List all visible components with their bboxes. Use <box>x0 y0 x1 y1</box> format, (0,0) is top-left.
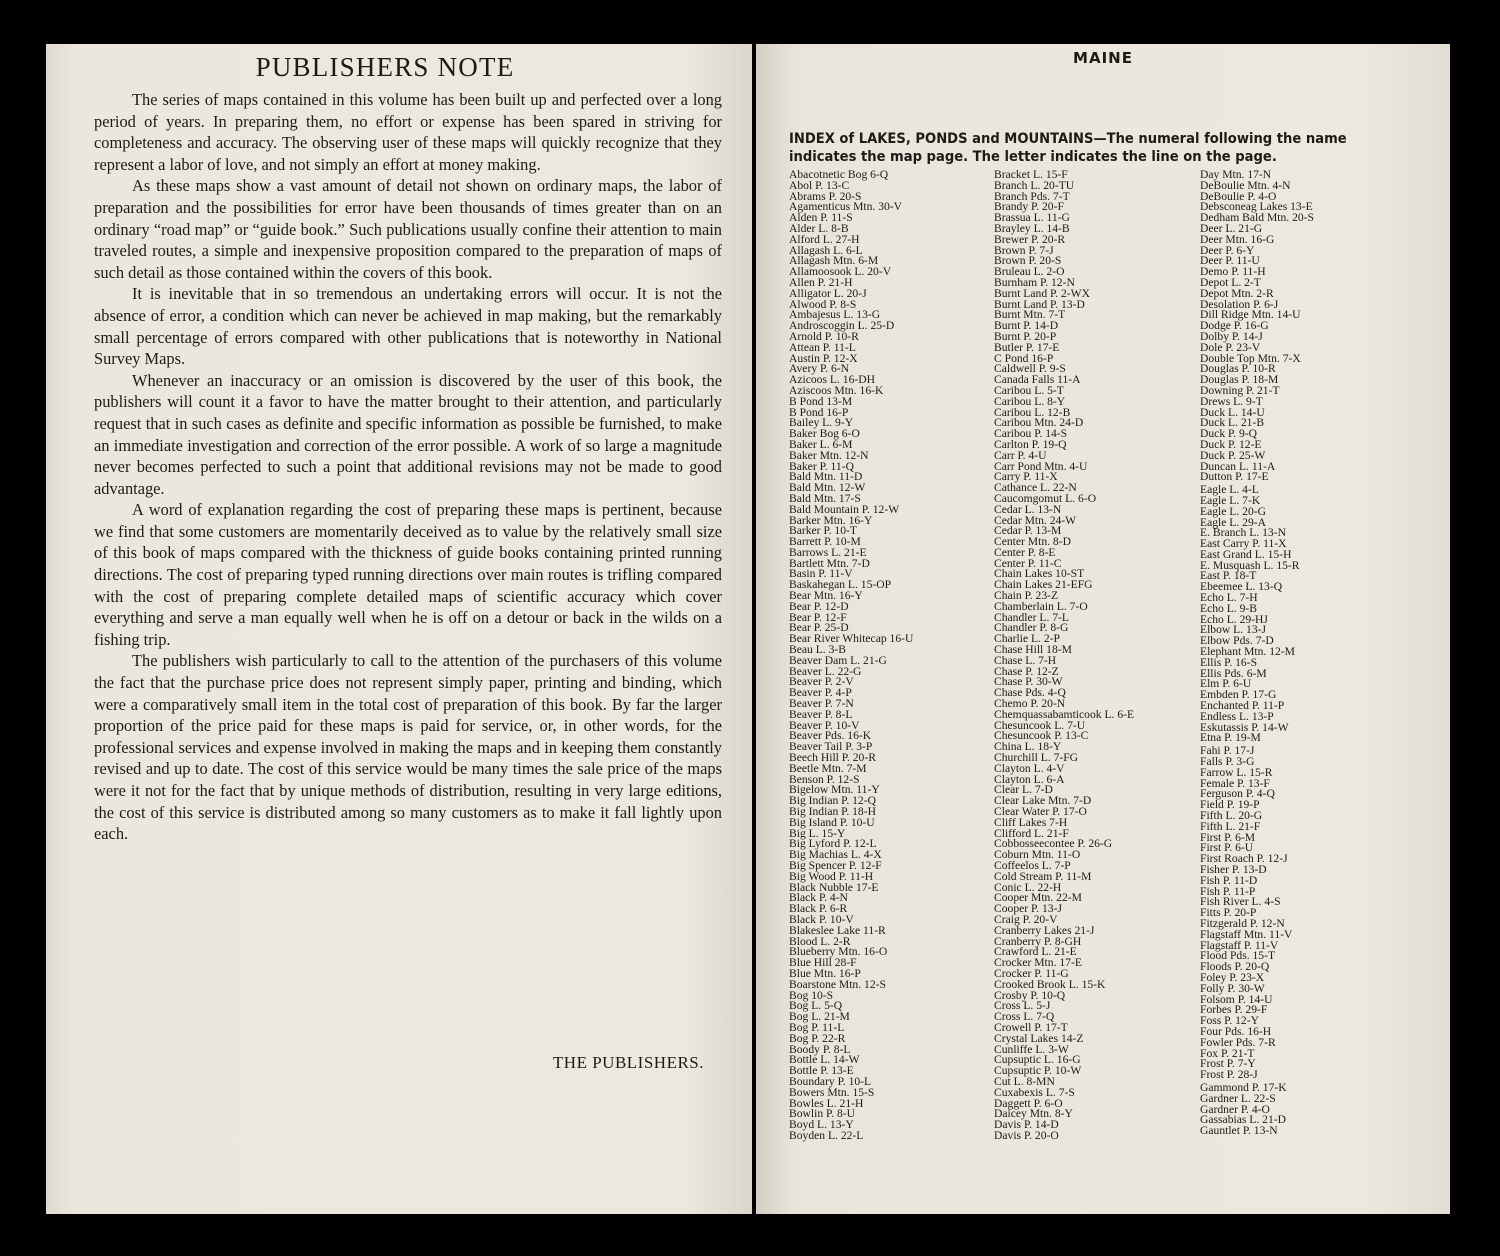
index-entry: DeBoulie P. 4-O <box>1200 189 1277 203</box>
index-entry: Bald Mtn. 12-W <box>789 481 866 495</box>
index-entry: Chase L. 7-H <box>994 653 1057 667</box>
index-entry: Chesuncook L. 7-U <box>994 718 1086 732</box>
index-entry: Echo L. 29-HJ <box>1200 612 1268 626</box>
index-entry: Cranberry P. 8-GH <box>994 934 1082 948</box>
index-entry: Allagash L. 6-L <box>789 243 863 257</box>
index-entry: Demo P. 11-H <box>1200 265 1266 279</box>
index-entry: Blue Mtn. 16-P <box>789 966 861 980</box>
paragraph: A word of explanation regarding the cost of preparing these maps is pertinent, because we find that some customers are momentarily deceived as to value by the relatively small size of this book of maps compared with the thickness of guide books containing printed running directions. The cost of preparing typed running directions over main routes is trifling compared with the cost of preparing complete detailed maps of scientific accuracy which cover everything and serve a man equally well when he is off on a detour or back in the wilds on a fishing trip. <box>94 500 722 649</box>
index-entry: Carry P. 11-X <box>994 470 1058 484</box>
publishers-note-body <box>94 89 722 845</box>
index-entry: Bear P. 25-D <box>789 621 849 635</box>
index-entry: Avery P. 6-N <box>789 362 849 376</box>
index-entry: Davis P. 20-O <box>994 1128 1059 1142</box>
index-entry: Desolation P. 6-J <box>1200 297 1279 311</box>
index-entry: Boundary P. 10-L <box>789 1074 872 1088</box>
index-entry: Bear P. 12-D <box>789 599 849 613</box>
index-entry: Davis P. 14-D <box>994 1118 1059 1132</box>
index-entry: Bowlin P. 8-U <box>789 1107 856 1121</box>
index-entry: Dutton P. 17-E <box>1200 470 1269 484</box>
index-entry: Bartlett Mtn. 7-D <box>789 556 870 570</box>
index-entry: Fahi P. 17-J <box>1200 744 1255 758</box>
index-entry: East Grand L. 15-H <box>1200 547 1292 561</box>
index-entry: Fisher P. 13-D <box>1200 863 1267 876</box>
index-entry: Four Pds. 16-H <box>1200 1024 1272 1038</box>
index-entry: Duck L. 14-U <box>1200 405 1265 419</box>
index-entry: Black Nubble 17-E <box>789 880 879 894</box>
index-entry: Center Mtn. 8-D <box>994 535 1071 549</box>
index-entry: Elephant Mtn. 12-M <box>1200 645 1295 659</box>
index-entry: Duck P. 12-E <box>1200 437 1262 451</box>
index-entry: Beaver P. 7-N <box>789 697 854 711</box>
index-entry: Gardner L. 22-S <box>1200 1091 1276 1105</box>
index-entry: Chase P. 30-W <box>994 675 1063 689</box>
index-entry: Endless L. 13-P <box>1200 709 1274 723</box>
index-entry: Bog L. 5-Q <box>789 999 843 1013</box>
index-entry: Frost P. 28-J <box>1200 1068 1258 1082</box>
index-entry: Brandy P. 20-F <box>994 200 1064 214</box>
index-entry: Burnt P. 20-P <box>994 329 1057 343</box>
index-entry: B Pond 13-M <box>789 394 853 408</box>
index-entry: Falls P. 3-G <box>1200 755 1255 769</box>
index-entry: Bog P. 11-L <box>789 1020 845 1034</box>
index-entry: Attean P. 11-L <box>789 340 856 354</box>
index-entry: Chain P. 23-Z <box>994 589 1059 603</box>
index-entry: Beaver Dam L. 21-G <box>789 653 887 667</box>
index-entry: Frost P. 7-Y <box>1200 1057 1256 1071</box>
index-entry: Androscoggin L. 25-D <box>789 319 895 333</box>
index-entry: Folly P. 30-W <box>1200 981 1265 995</box>
index-entry: Beaver Tail P. 3-P <box>789 740 873 754</box>
index-entry: Chemo P. 20-N <box>994 697 1066 711</box>
index-entry: Foley P. 23-X <box>1200 970 1265 984</box>
index-entry: Embden P. 17-G <box>1200 688 1277 702</box>
index-entry: Chesuncook P. 13-C <box>994 729 1089 743</box>
index-entry: Clear L. 7-D <box>994 783 1053 797</box>
index-entry: Big L. 15-Y <box>789 826 846 840</box>
index-entry: Burnham P. 12-N <box>994 275 1075 289</box>
index-entry: Ellis Pds. 6-M <box>1200 666 1267 680</box>
index-entry: Center P. 8-E <box>994 545 1056 559</box>
index-entry: Black P. 6-R <box>789 902 848 916</box>
index-entry: Fox P. 21-T <box>1200 1046 1255 1060</box>
index-entry: Depot L. 2-T <box>1200 275 1261 289</box>
index-entry: Cut L. 8-MN <box>994 1074 1055 1088</box>
index-entry: Eagle L. 20-G <box>1200 504 1266 518</box>
index-entry: Ebeemee L. 13-Q <box>1200 580 1283 594</box>
index-entry: Center P. 11-C <box>994 556 1062 570</box>
book-spine <box>744 44 762 1214</box>
index-entry: Cobbosseecontee P. 26-G <box>994 837 1113 851</box>
index-entry: Baker P. 11-Q <box>789 459 854 473</box>
index-entry: Branch L. 20-TU <box>994 178 1075 192</box>
index-entry: Boyd L. 13-Y <box>789 1118 854 1132</box>
index-entry: Crooked Brook L. 15-K <box>994 977 1106 991</box>
index-entry: Douglas P. 18-M <box>1200 373 1279 387</box>
index-entry: Big Island P. 10-U <box>789 815 875 829</box>
paragraph: The series of maps contained in this volume has been built up and perfected over a long period of years. In preparing them, no effort or expense has been spared in striving for completeness and accuracy. The observing user of these maps will quickly recognize that they represent a labor of love, and not simply an effort at money making. <box>94 90 722 174</box>
index-entry: Bog 10-S <box>789 988 834 1002</box>
index-entry: Churchill L. 7-FG <box>994 751 1079 765</box>
index-entry: Clifford L. 21-F <box>994 826 1069 840</box>
index-entry: Boarstone Mtn. 12-S <box>789 977 886 991</box>
index-entry: Blueberry Mtn. 16-O <box>789 945 888 959</box>
index-entry: Austin P. 12-X <box>789 351 858 365</box>
index-entry: Alder L. 8-B <box>789 221 849 235</box>
index-entry: Floods P. 20-Q <box>1200 960 1270 974</box>
index-entry: Boyden L. 22-L <box>789 1128 864 1142</box>
index-entry: Duncan L. 11-A <box>1200 459 1276 473</box>
index-entry: Fitzgerald P. 12-N <box>1200 916 1285 930</box>
index-entry: Burnt Land P. 13-D <box>994 297 1085 311</box>
index-entry: Cedar L. 13-N <box>994 502 1062 516</box>
index-entry: Cross L. 7-Q <box>994 1010 1055 1024</box>
index-entry: Crystal Lakes 14-Z <box>994 1031 1084 1045</box>
index-entry: Bog L. 21-M <box>789 1010 850 1024</box>
index-entry: Coffeelos L. 7-P <box>994 859 1071 872</box>
index-entry: Barrows L. 21-E <box>789 545 867 559</box>
index-entry: Cedar Mtn. 24-W <box>994 513 1077 527</box>
index-entry: Chamberlain L. 7-O <box>994 599 1088 613</box>
index-entry: Caribou L. 12-B <box>994 405 1071 419</box>
index-entry: Allagash Mtn. 6-M <box>789 254 879 268</box>
index-entry: Cedar P. 13-M <box>994 524 1062 538</box>
index-entry: Dodge P. 16-G <box>1200 319 1269 333</box>
index-entry: Big Indian P. 18-H <box>789 805 876 819</box>
index-entry: Black P. 4-N <box>789 891 848 905</box>
index-entry: B Pond 16-P <box>789 405 849 419</box>
index-entry: Duck L. 21-B <box>1200 416 1265 430</box>
index-entry: Fifth L. 21-F <box>1200 819 1261 833</box>
index-entry: Crosby P. 10-Q <box>994 988 1066 1002</box>
index-entry: Day Mtn. 17-N <box>1200 168 1272 181</box>
index-entry: Big Wood P. 11-H <box>789 869 874 883</box>
index-entry: Flood Pds. 15-T <box>1200 949 1276 963</box>
index-entry: Big Lyford P. 12-L <box>789 837 877 851</box>
index-entry: Fitts P. 20-P <box>1200 906 1257 920</box>
index-entry: Caribou L. 8-Y <box>994 394 1066 408</box>
index-entry: Big Spencer P. 12-F <box>789 859 882 872</box>
index-entry: E. Musquash L. 15-R <box>1200 558 1300 572</box>
index-entry: Dolby P. 14-J <box>1200 329 1263 343</box>
index-entry: Craig P. 20-V <box>994 912 1058 926</box>
index-entry: Cupsuptic P. 10-W <box>994 1064 1082 1078</box>
index-entry: Chemquassabamticook L. 6-E <box>994 707 1135 721</box>
index-entry: Cunliffe L. 3-W <box>994 1042 1069 1056</box>
index-entry: Canada Falls 11-A <box>994 373 1081 387</box>
index-entry: Black P. 10-V <box>789 912 854 926</box>
index-entry: Deer P. 11-U <box>1200 254 1260 268</box>
index-entry: Chase P. 12-Z <box>994 664 1059 678</box>
index-entry: Beech Hill P. 20-R <box>789 751 876 765</box>
index-entry: Aziscoos Mtn. 16-K <box>789 383 884 397</box>
index-entry: Carr Pond Mtn. 4-U <box>994 459 1088 473</box>
index-entry: Deer L. 21-G <box>1200 221 1263 235</box>
index-entry: Barrett P. 10-M <box>789 535 861 549</box>
index-entry: Crocker P. 11-G <box>994 966 1069 980</box>
index-entry: Bracket L. 15-F <box>994 168 1068 181</box>
index-entry: Depot Mtn. 2-R <box>1200 286 1274 300</box>
index-entry: Blood L. 2-R <box>789 934 851 948</box>
index-entry: Alford L. 27-H <box>789 232 860 246</box>
index-column-1 <box>789 170 913 1142</box>
index-entry: Big Indian P. 12-Q <box>789 794 876 808</box>
index-entry: Chain Lakes 21-EFG <box>994 578 1093 592</box>
index-entry: East P. 18-T <box>1200 569 1257 583</box>
index-entry: Barker P. 10-T <box>789 524 857 538</box>
index-entry: Caucomgomut L. 6-O <box>994 491 1097 505</box>
paragraph: It is inevitable that in so tremendous an undertaking errors will occur. It is not the absence of error, a condition which can never be achieved in map making, but the remarkably small percentage of errors compared with other publications that is noteworthy in National Survey Maps. <box>94 284 722 369</box>
index-entry: Blakeslee Lake 11-R <box>789 923 886 937</box>
index-entry: Barker Mtn. 16-Y <box>789 513 873 527</box>
index-entry: Crowell P. 17-T <box>994 1020 1068 1034</box>
index-entry: Carlton P. 19-Q <box>994 437 1067 451</box>
index-entry: Clear Lake Mtn. 7-D <box>994 794 1092 808</box>
index-entry: Baker Mtn. 12-N <box>789 448 869 462</box>
index-entry: Foss P. 12-Y <box>1200 1014 1259 1028</box>
index-entry: Coburn Mtn. 11-O <box>994 848 1081 862</box>
index-entry: Clear Water P. 17-O <box>994 805 1087 819</box>
index-entry: Double Top Mtn. 7-X <box>1200 351 1301 365</box>
index-entry: Chandler L. 7-L <box>994 610 1070 624</box>
index-entry: Debsconeag Lakes 13-E <box>1200 200 1313 214</box>
index-entry: Carr P. 4-U <box>994 448 1047 462</box>
index-entry: Ellis P. 16-S <box>1200 655 1258 669</box>
index-entry: Bog P. 22-R <box>789 1031 846 1045</box>
index-entry: Beaver P. 8-L <box>789 707 853 721</box>
index-entry: Clayton L. 6-A <box>994 772 1065 786</box>
index-entry: Duck P. 9-Q <box>1200 427 1258 441</box>
index-entry: Abol P. 13-C <box>789 178 850 192</box>
index-entry: Bald Mountain P. 12-W <box>789 502 900 516</box>
index-entry: Bear P. 12-F <box>789 610 847 624</box>
index-entry: Brown P. 20-S <box>994 254 1062 268</box>
index-entry: Alligator L. 20-J <box>789 286 867 300</box>
index-entry: Field P. 19-P <box>1200 798 1260 812</box>
index-entry: First P. 6-U <box>1200 841 1254 855</box>
index-entry: Clayton L. 4-V <box>994 761 1065 775</box>
index-entry: Eagle L. 7-K <box>1200 493 1261 507</box>
index-entry: Brown P. 7-J <box>994 243 1054 257</box>
index-entry: DeBoulie Mtn. 4-N <box>1200 178 1291 192</box>
index-entry: First P. 6-M <box>1200 830 1256 844</box>
index-entry: Ferguson P. 4-Q <box>1200 787 1275 801</box>
index-entry: Brayley L. 14-B <box>994 221 1070 235</box>
index-entry: C Pond 16-P <box>994 351 1054 365</box>
index-entry: Burnt Mtn. 7-T <box>994 308 1066 322</box>
index-entry: Basin P. 11-V <box>789 567 853 581</box>
index-entry: Beaver P. 4-P <box>789 686 852 700</box>
index-entry: Brassua L. 11-G <box>994 211 1070 225</box>
index-entry: Caribou L. 5-T <box>994 383 1064 397</box>
state-heading: MAINE <box>1073 49 1133 67</box>
index-entry: Echo L. 9-B <box>1200 601 1257 615</box>
index-entry: Charlie L. 2-P <box>994 632 1061 646</box>
index-entry: Crocker Mtn. 17-E <box>994 956 1082 970</box>
index-entry: Bald Mtn. 11-D <box>789 470 863 484</box>
index-entry: Daggett P. 6-O <box>994 1096 1063 1110</box>
index-entry: Baker Bog 6-O <box>789 427 860 441</box>
index-entry: Gauntlet P. 13-N <box>1200 1124 1278 1138</box>
index-entry: Bear Mtn. 16-Y <box>789 589 863 603</box>
paragraph: The publishers wish particularly to call to the attention of the purchasers of this volume the fact that the purchase price does not represent simply paper, printing and binding, which were a comparatively small item in the total cost of preparation of this book. By far the larger proportion of the price paid for these maps is paid for service, or, in other words, for the professional services and expense involved in making the maps and in keeping them constantly revised and up to date. The cost of this service would be many times the sale price of the maps were it not for the fact that by unique methods of distribution, resulting in very large editions, the cost of this service is distributed among so many customers as to make it fall lightly upon each. <box>94 651 722 844</box>
index-entry: Beau L. 3-B <box>789 643 846 657</box>
index-entry: Gardner P. 4-O <box>1200 1102 1270 1116</box>
index-entry: Fish River L. 4-S <box>1200 895 1281 909</box>
index-entry: Gassabias L. 21-D <box>1200 1113 1286 1127</box>
index-entry: Arnold P. 10-R <box>789 329 859 343</box>
index-heading: INDEX of LAKES, PONDS and MOUNTAINS—The numeral following the name indicates the map page. The letter indicates the line on the page. <box>789 130 1347 165</box>
index-entry: Big Machias L. 4-X <box>789 848 882 862</box>
index-entry: Folsom P. 14-U <box>1200 992 1273 1006</box>
index-entry: Chase Pds. 4-Q <box>994 686 1066 700</box>
index-entry: Cold Stream P. 11-M <box>994 869 1092 883</box>
index-entry: Baskahegan L. 15-OP <box>789 578 892 592</box>
index-entry: Chain Lakes 10-ST <box>994 567 1085 581</box>
index-entry: Bailey L. 9-Y <box>789 416 854 430</box>
index-entry: Gammond P. 17-K <box>1200 1080 1287 1094</box>
index-entry: Cranberry Lakes 21-J <box>994 923 1095 937</box>
index-entry: Caldwell P. 9-S <box>994 362 1066 376</box>
index-entry: Burnt Land P. 2-WX <box>994 286 1090 300</box>
index-entry: Ambajesus L. 13-G <box>789 308 881 322</box>
index-entry: Downing P. 21-T <box>1200 383 1280 397</box>
index-entry: Cupsuptic L. 16-G <box>994 1053 1081 1067</box>
index-entry: Flagstaff Mtn. 11-V <box>1200 927 1293 941</box>
index-entry: Bowers Mtn. 15-S <box>789 1085 875 1099</box>
index-entry: First Roach P. 12-J <box>1200 852 1288 866</box>
index-entry: Bowles L. 21-H <box>789 1096 864 1110</box>
index-entry: Benson P. 12-S <box>789 772 860 786</box>
index-entry: Dedham Bald Mtn. 20-S <box>1200 211 1314 225</box>
index-column-3 <box>1200 170 1314 1137</box>
index-entry: Azicoos L. 16-DH <box>789 373 875 387</box>
index-entry: Abacotnetic Bog 6-Q <box>789 168 889 181</box>
index-entry: Deer Mtn. 16-G <box>1200 232 1275 246</box>
signature: THE PUBLISHERS. <box>552 1053 704 1072</box>
index-entry: Bigelow Mtn. 11-Y <box>789 783 880 797</box>
index-entry: Elbow L. 13-J <box>1200 623 1267 637</box>
index-entry: Cathance L. 22-N <box>994 481 1077 495</box>
index-entry: Conic L. 22-H <box>994 880 1062 894</box>
index-column-2 <box>994 170 1134 1142</box>
index-entry: East Carry P. 11-X <box>1200 537 1287 551</box>
index-entry: Boody P. 8-L <box>789 1042 851 1056</box>
index-entry: Eagle L. 4-L <box>1200 483 1259 497</box>
index-entry: Duck P. 25-W <box>1200 448 1266 462</box>
index-entry: Elbow Pds. 7-D <box>1200 634 1274 648</box>
index-entry: Etna P. 19-M <box>1200 731 1261 745</box>
index-entry: Alden P. 11-S <box>789 211 853 225</box>
index-entry: Blue Hill 28-F <box>789 956 857 970</box>
index-entry: Echo L. 7-H <box>1200 591 1258 605</box>
paragraph: As these maps show a vast amount of detail not shown on ordinary maps, the labor of preparation and the possibilities for error have been thousands of times greater than on an ordinary “road map” or “guide book.” Such publications usually confine their attention to main traveled routes, a simple and inexpensive proposition compared to the preparation of maps of such detail as those contained within the covers of this book. <box>94 176 722 282</box>
index-entry: Bruleau L. 2-O <box>994 265 1065 279</box>
index-entry: Fish P. 11-P <box>1200 884 1256 898</box>
index-entry: Fifth L. 20-G <box>1200 809 1263 823</box>
index-entry: Elm P. 6-U <box>1200 677 1252 691</box>
index-entry: Farrow L. 15-R <box>1200 765 1273 779</box>
index-entry: Chandler P. 8-G <box>994 621 1069 635</box>
index-entry: Cooper Mtn. 22-M <box>994 891 1082 905</box>
index-entry: Alwood P. 8-S <box>789 297 857 311</box>
index-entry: Daicey Mtn. 8-Y <box>994 1107 1073 1121</box>
index-entry: Bottle P. 13-E <box>789 1064 854 1078</box>
index-entry: Beaver Pds. 16-K <box>789 729 872 743</box>
index-entry: Allen P. 21-H <box>789 275 853 289</box>
index-entry: Female P. 13-F <box>1200 776 1270 790</box>
index-entry: Bald Mtn. 17-S <box>789 491 861 505</box>
index-entry: Brewer P. 20-R <box>994 232 1066 246</box>
index-entry: Branch Pds. 7-T <box>994 189 1070 203</box>
publishers-note-title: PUBLISHERS NOTE <box>255 52 515 82</box>
index-entry: China L. 18-Y <box>994 740 1062 754</box>
index-entry: Butler P. 17-E <box>994 340 1060 354</box>
index-entry: Crawford L. 21-E <box>994 945 1077 959</box>
index-entry: Abrams P. 20-S <box>789 189 862 203</box>
index-entry: Beaver L. 22-G <box>789 664 862 678</box>
index-entry: Enchanted P. 11-P <box>1200 699 1285 713</box>
paragraph: Whenever an inaccuracy or an omission is discovered by the user of this book, the publishers will count it a favor to have the matter brought to their attention, and particularly request that in such cases as definite and specific information as possible be furnished, to make an immediate investigation and correction of the error possible. A work of so large a magnitude never becomes perfected to such a point that additional revisions may not be made to good advantage. <box>94 370 722 498</box>
index-entry: Caribou Mtn. 24-D <box>994 416 1084 430</box>
index-entry: Eskutassis P. 14-W <box>1200 720 1289 734</box>
index-entry: Deer P. 6-Y <box>1200 243 1255 257</box>
index-entry: Cooper P. 13-J <box>994 902 1062 916</box>
index-entry: Drews L. 9-T <box>1200 394 1263 408</box>
index-entry: Flagstaff P. 11-V <box>1200 938 1279 952</box>
index-entry: E. Branch L. 13-N <box>1200 526 1286 540</box>
index-entry: Eagle L. 29-A <box>1200 515 1266 529</box>
index-entry: Baker L. 6-M <box>789 437 853 451</box>
index-entry: Caribou P. 14-S <box>994 427 1068 441</box>
index-entry: Beaver P. 2-V <box>789 675 854 689</box>
index-entry: Beaver P. 10-V <box>789 718 860 732</box>
index-entry: Bottle L. 14-W <box>789 1053 860 1067</box>
index-entry: Fish P. 11-D <box>1200 873 1258 887</box>
index-entry: Forbes P. 29-F <box>1200 1003 1268 1017</box>
index-entry: Douglas P. 10-R <box>1200 362 1276 376</box>
index-entry: Bear River Whitecap 16-U <box>789 632 914 646</box>
index-entry: Beetle Mtn. 7-M <box>789 761 867 775</box>
index-entry: Allamoosook L. 20-V <box>789 265 892 279</box>
index-entry: Cross L. 5-J <box>994 999 1051 1013</box>
index-entry: Fowler Pds. 7-R <box>1200 1035 1276 1049</box>
index-entry: Dole P. 23-V <box>1200 340 1261 354</box>
index-entry: Chase Hill 18-M <box>994 643 1072 657</box>
index-entry: Cliff Lakes 7-H <box>994 815 1068 829</box>
index-entry: Dill Ridge Mtn. 14-U <box>1200 308 1301 322</box>
index-entry: Agamenticus Mtn. 30-V <box>789 200 903 214</box>
index-entry: Burnt P. 14-D <box>994 319 1059 333</box>
index-entry: Cuxabexis L. 7-S <box>994 1085 1075 1099</box>
